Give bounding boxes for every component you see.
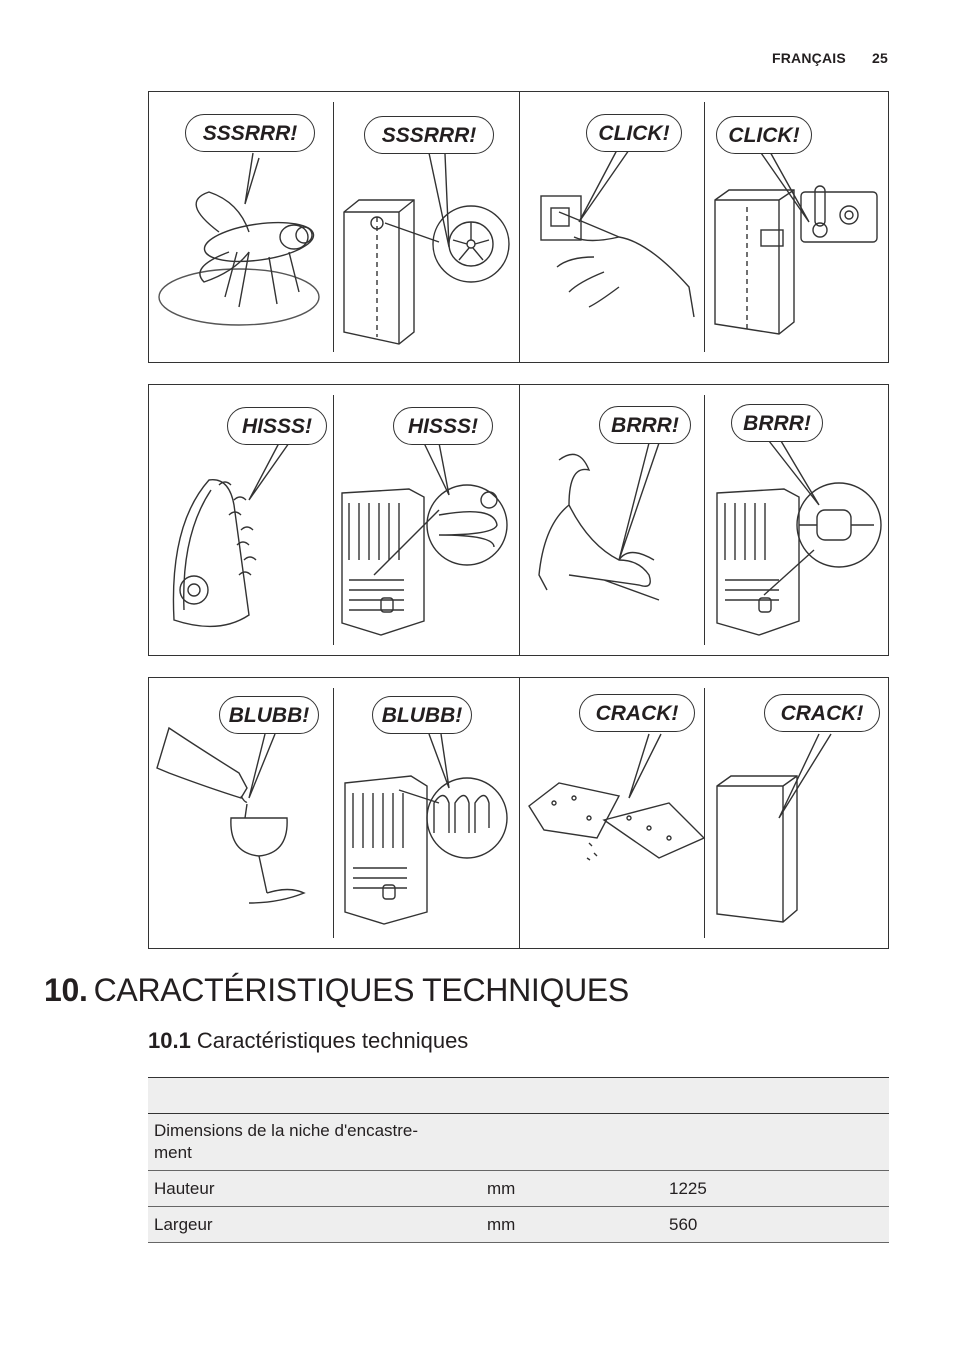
row-label (148, 1114, 481, 1171)
row-label-text: Dimensions de la niche d'encastre-ment (154, 1121, 419, 1162)
row-unit (481, 1114, 663, 1171)
section-number: 10. (44, 972, 88, 1008)
page-header (772, 50, 888, 66)
row-label: Largeur (148, 1207, 481, 1243)
sound-bubble-crack: CRACK! (764, 694, 880, 732)
iron-icon (173, 480, 256, 627)
page-number: 25 (872, 50, 888, 66)
sound-bubble-brrr: BRRR! (731, 404, 823, 442)
sound-bubble-hisss: HISSS! (227, 407, 327, 445)
illustration-panel-2 (148, 384, 889, 656)
sound-bubble-blubb: BLUBB! (219, 696, 319, 734)
subsection-heading (148, 1028, 468, 1054)
fridge-thermostat-icon (715, 186, 877, 334)
table-row (148, 1207, 889, 1243)
table-row (148, 1114, 889, 1171)
sound-bubble-sssrrr: SSSRRR! (185, 114, 315, 152)
fly-icon (159, 192, 319, 325)
table-header-cell (663, 1078, 889, 1114)
section-heading (44, 972, 629, 1009)
hand-switch-icon (541, 196, 694, 317)
table-header-row (148, 1078, 889, 1114)
row-unit: mm (481, 1207, 663, 1243)
illustration-panel-3 (148, 677, 889, 949)
sound-bubble-click: CLICK! (586, 114, 682, 152)
illustration-panel-1 (148, 91, 889, 363)
row-value (663, 1114, 889, 1171)
row-value: 560 (663, 1207, 889, 1243)
sound-bubble-brrr: BRRR! (599, 406, 691, 444)
spec-table (148, 1077, 889, 1243)
fridge-condenser-icon (345, 776, 507, 924)
section-title: CARACTÉRISTIQUES TECHNIQUES (93, 972, 629, 1008)
table-header-cell (148, 1078, 481, 1114)
subsection-title: Caractéristiques techniques (196, 1028, 469, 1053)
fridge-icon (717, 776, 797, 922)
fridge-condenser-icon (342, 485, 507, 635)
row-value: 1225 (663, 1171, 889, 1207)
sound-bubble-crack: CRACK! (579, 694, 695, 732)
sound-bubble-click: CLICK! (716, 116, 812, 154)
sound-bubble-sssrrr: SSSRRR! (364, 116, 494, 154)
row-unit: mm (481, 1171, 663, 1207)
subsection-number: 10.1 (148, 1028, 191, 1053)
table-row (148, 1171, 889, 1207)
sound-bubble-hisss: HISSS! (393, 407, 493, 445)
cracker-icon (529, 783, 704, 860)
wine-glass-icon (157, 728, 304, 903)
fridge-icon (344, 200, 509, 344)
fridge-compressor-icon (717, 483, 881, 635)
language-label: FRANÇAIS (771, 50, 846, 66)
row-label: Hauteur (148, 1171, 481, 1207)
table-header-cell (481, 1078, 663, 1114)
sound-bubble-blubb: BLUBB! (372, 696, 472, 734)
